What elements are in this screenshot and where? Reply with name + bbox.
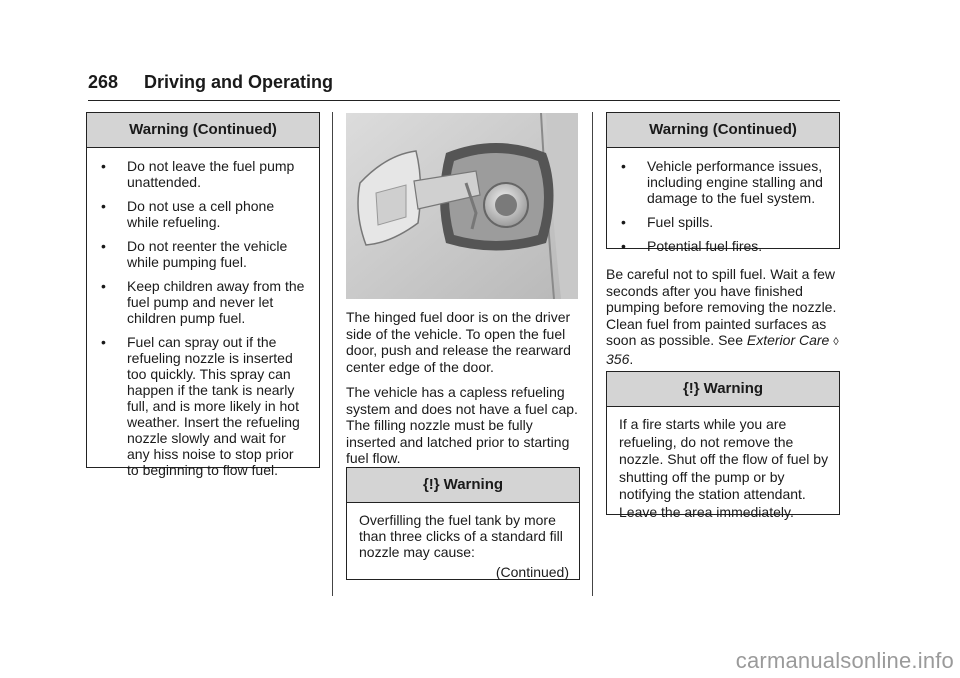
- paragraph: The hinged fuel door is on the driver side of the vehicle. To open the fuel door, push and release the rearward center edge of the door.: [346, 309, 571, 375]
- warning-triangle-icon: {!}: [422, 476, 440, 493]
- list-item: • Fuel can spray out if the refueling nozzle is inserted too quickly. This spray can happen if the tank is nearly full, and is more likely in hot weather. Insert the refueling nozzle slowly and wait for any hiss noise to stop prior to beginning to flow fuel.: [101, 334, 300, 478]
- watermark: carmanualsonline.info: [735, 648, 954, 673]
- warning-box-title: Warning (Continued): [87, 113, 319, 148]
- spill-care-text: Be careful not to spill fuel. Wait a few seconds after you have finished pumping before removing the nozzle. Clean fuel from painted surfaces as soon as possible. See Exterior Care ◊ 356.: [606, 266, 839, 367]
- paragraph: The vehicle has a capless refueling system and does not have a fuel cap. The filling nozzle must be fully inserted and latched prior to starting fuel flow.: [346, 384, 578, 466]
- list-item: • Do not use a cell phone while refueling.: [101, 198, 275, 230]
- list-item: • Do not reenter the vehicle while pumping fuel.: [101, 238, 288, 270]
- warning-triangle-icon: {!}: [682, 380, 700, 397]
- warning-continued-box-left: [86, 112, 320, 478]
- warning-box-right: [606, 371, 840, 520]
- continued-label: (Continued): [495, 564, 569, 580]
- page-header: [88, 70, 840, 101]
- column-divider-right: [592, 112, 593, 596]
- paragraph: Be careful not to spill fuel. Wait a few seconds after you have finished pumping before removing the nozzle. Clean fuel from painted surfaces as soon as possible. See: [606, 266, 837, 348]
- column-divider-left: [332, 112, 333, 596]
- exterior-care-link[interactable]: Exterior Care: [746, 332, 830, 348]
- section-title: Driving and Operating: [144, 72, 334, 92]
- warning-box-title: Warning: [703, 380, 764, 397]
- list-item: • Potential fuel fires.: [621, 238, 763, 254]
- list-item: • Vehicle performance issues, including engine stalling and damage to the fuel system.: [621, 158, 823, 206]
- warning-continued-box-right: [606, 112, 840, 254]
- warning-box-title: Warning (Continued): [607, 113, 839, 148]
- fuel-door-photo: [346, 113, 578, 299]
- warning-text: If a fire starts while you are refueling, do not remove the nozzle. Shut off the flow of fuel by shutting off the pump or by notifying the station attendant. Leave the area immediately.: [619, 416, 829, 520]
- warning-box-title: Warning: [443, 476, 504, 493]
- page-number: 268: [88, 72, 119, 92]
- list-item: • Keep children away from the fuel pump and never let children pump fuel.: [101, 278, 305, 326]
- list-item: • Do not leave the fuel pump unattended.: [101, 158, 295, 190]
- warning-text: Overfilling the fuel tank by more than three clicks of a standard fill nozzle may cause:: [359, 512, 563, 560]
- fuel-door-text: [346, 309, 582, 476]
- list-item: • Fuel spills.: [621, 214, 714, 230]
- page-reference-number[interactable]: 356: [606, 350, 630, 367]
- warning-box-middle: [346, 467, 580, 580]
- page-reference-icon: ◊: [833, 336, 839, 348]
